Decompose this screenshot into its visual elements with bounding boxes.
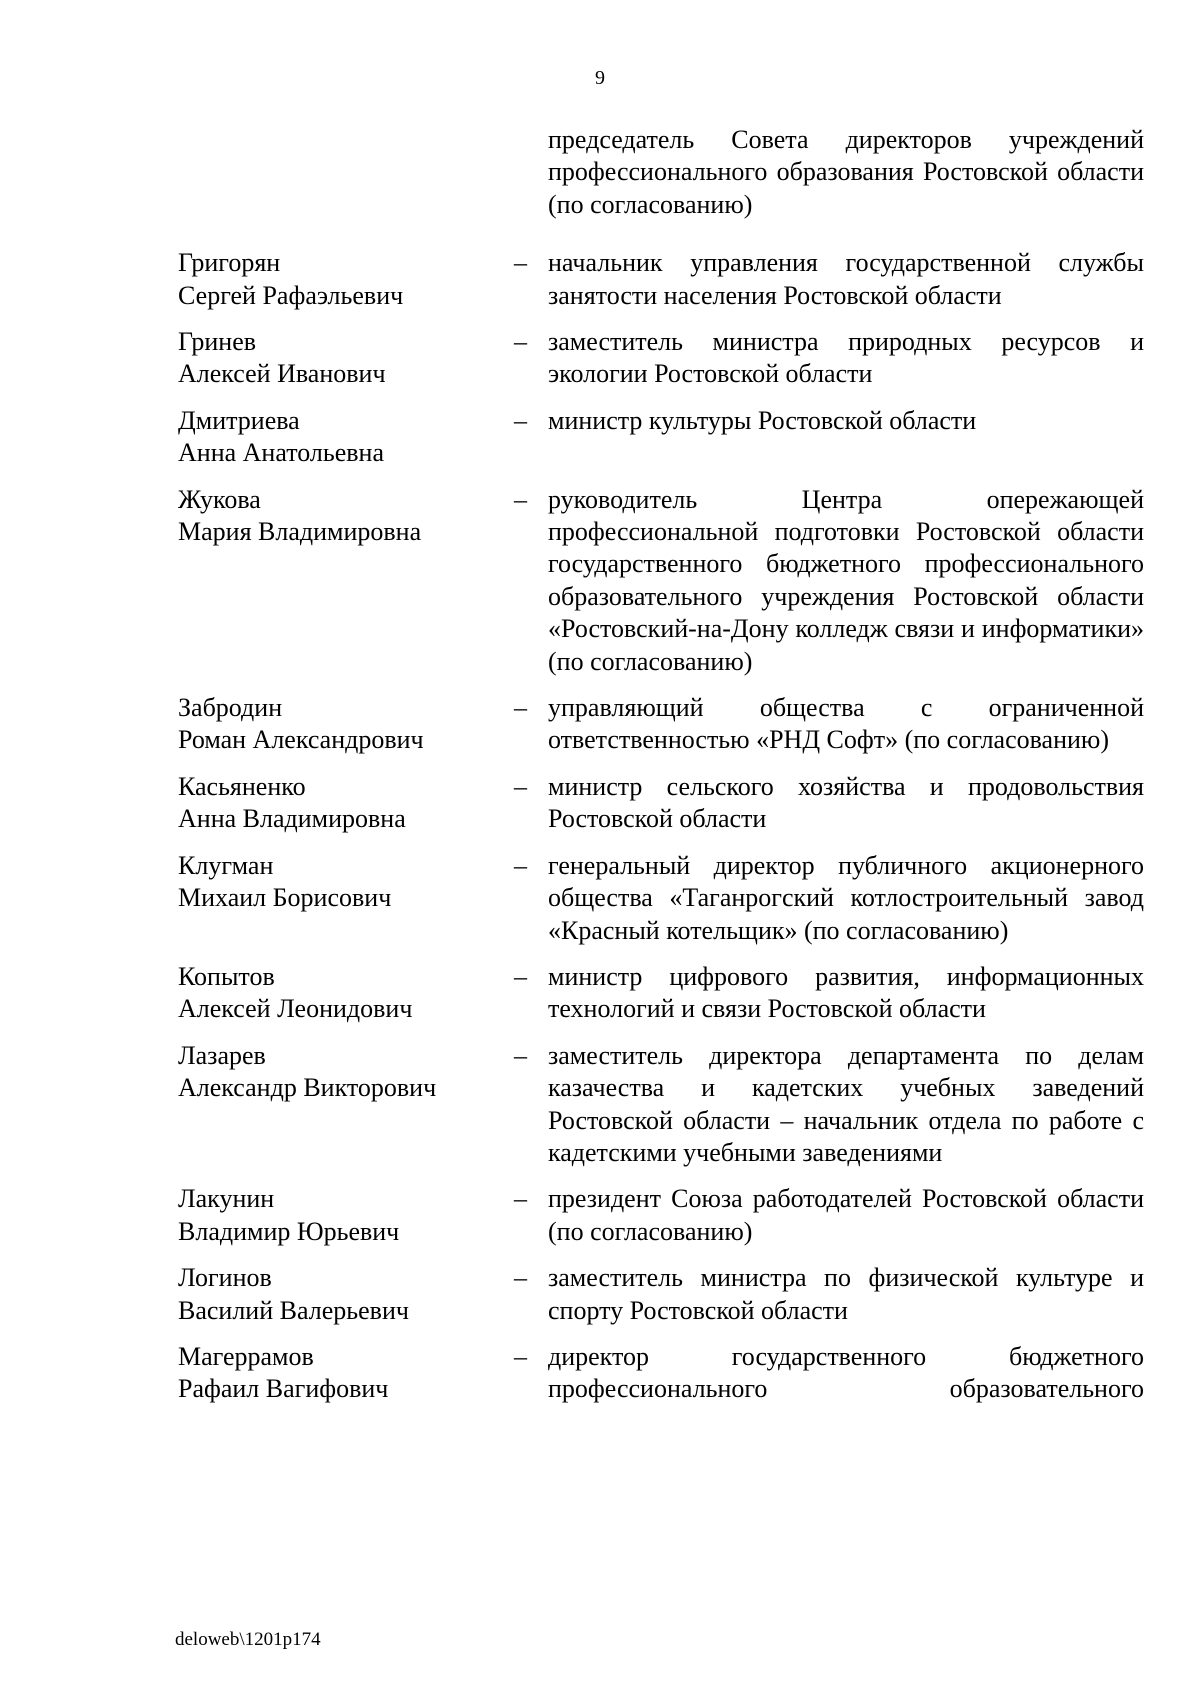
dash-separator: – [514,484,527,514]
dash-separator: – [514,850,527,880]
member-entry [0,484,1200,678]
dash-separator: – [514,693,527,723]
member-name: Жукова Мария Владимировна [178,484,422,547]
dash-separator: – [514,771,527,801]
member-name: Григорян Сергей Рафаэльевич [178,248,404,310]
member-entry [0,771,1200,836]
member-name: Копытов Алексей Леонидович [178,961,413,1024]
member-name: Клугман Михаил Борисович [178,850,392,913]
dash-separator: – [514,1040,527,1070]
member-entry [0,1040,1200,1170]
member-name: Гринев Алексей Иванович [178,327,386,389]
document-footer-code: deloweb\1201p174 [175,1629,321,1650]
dash-separator: – [514,405,527,435]
member-entry [0,124,1200,221]
member-position: министр сельского хозяйства и продовольствия Ростовской области [548,771,1144,834]
member-entry [0,405,1200,470]
dash-separator: – [514,1263,527,1293]
member-position: министр культуры Ростовской области [548,405,977,435]
member-position: директор государственного бюджетного профессионального образовательного [548,1341,1144,1404]
member-position: управляющий общества с ограниченной ответственностью «РНД Софт» (по согласованию) [548,693,1144,755]
member-name: Забродин Роман Александрович [178,693,424,755]
dash-separator: – [514,1341,527,1371]
member-entry [0,692,1200,757]
member-position: президент Союза работодателей Ростовской области (по согласованию) [548,1184,1144,1246]
member-position: заместитель министра природных ресурсов и экологии Ростовской области [548,327,1144,389]
member-position: заместитель директора департамента по делам казачества и кадетских учебных заведений Ростовской области – начальник отдела по работе с кадетскими учебными заведениями [548,1040,1144,1167]
member-name: Лазарев Александр Викторович [178,1040,437,1103]
member-list [0,124,1200,1406]
member-name: Лакунин Владимир Юрьевич [178,1184,400,1246]
member-position: председатель Совета директоров учреждений профессионального образования Ростовской области (по согласованию) [548,125,1144,219]
dash-separator: – [514,248,527,278]
member-name: Логинов Василий Валерьевич [178,1263,409,1325]
dash-separator: – [514,961,527,991]
member-entry [0,326,1200,391]
member-position: руководитель Центра опережающей профессиональной подготовки Ростовской области государственного бюджетного профессионального образовательного учреждения Ростовской области «Ростовский-на-Дону колледж связи и информатики» (по согласованию) [548,484,1144,676]
member-entry [0,247,1200,312]
member-position: заместитель министра по физической культуре и спорту Ростовской области [548,1263,1144,1325]
member-position: генеральный директор публичного акционерного общества «Таганрогский котлостроительный завод «Красный котельщик» (по согласованию) [548,850,1144,945]
dash-separator: – [514,1184,527,1214]
member-name: Магеррамов Рафаил Вагифович [178,1341,389,1404]
member-position: министр цифрового развития, информационных технологий и связи Ростовской области [548,961,1144,1024]
page-number: 9 [595,67,605,89]
member-entry [0,1262,1200,1327]
member-entry [0,1341,1200,1406]
member-entry [0,1183,1200,1248]
member-position: начальник управления государственной службы занятости населения Ростовской области [548,248,1144,310]
member-name: Дмитриева Анна Анатольевна [178,405,384,468]
member-entry [0,961,1200,1026]
member-entry [0,850,1200,947]
dash-separator: – [514,327,527,357]
member-name: Касьяненко Анна Владимировна [178,771,406,834]
